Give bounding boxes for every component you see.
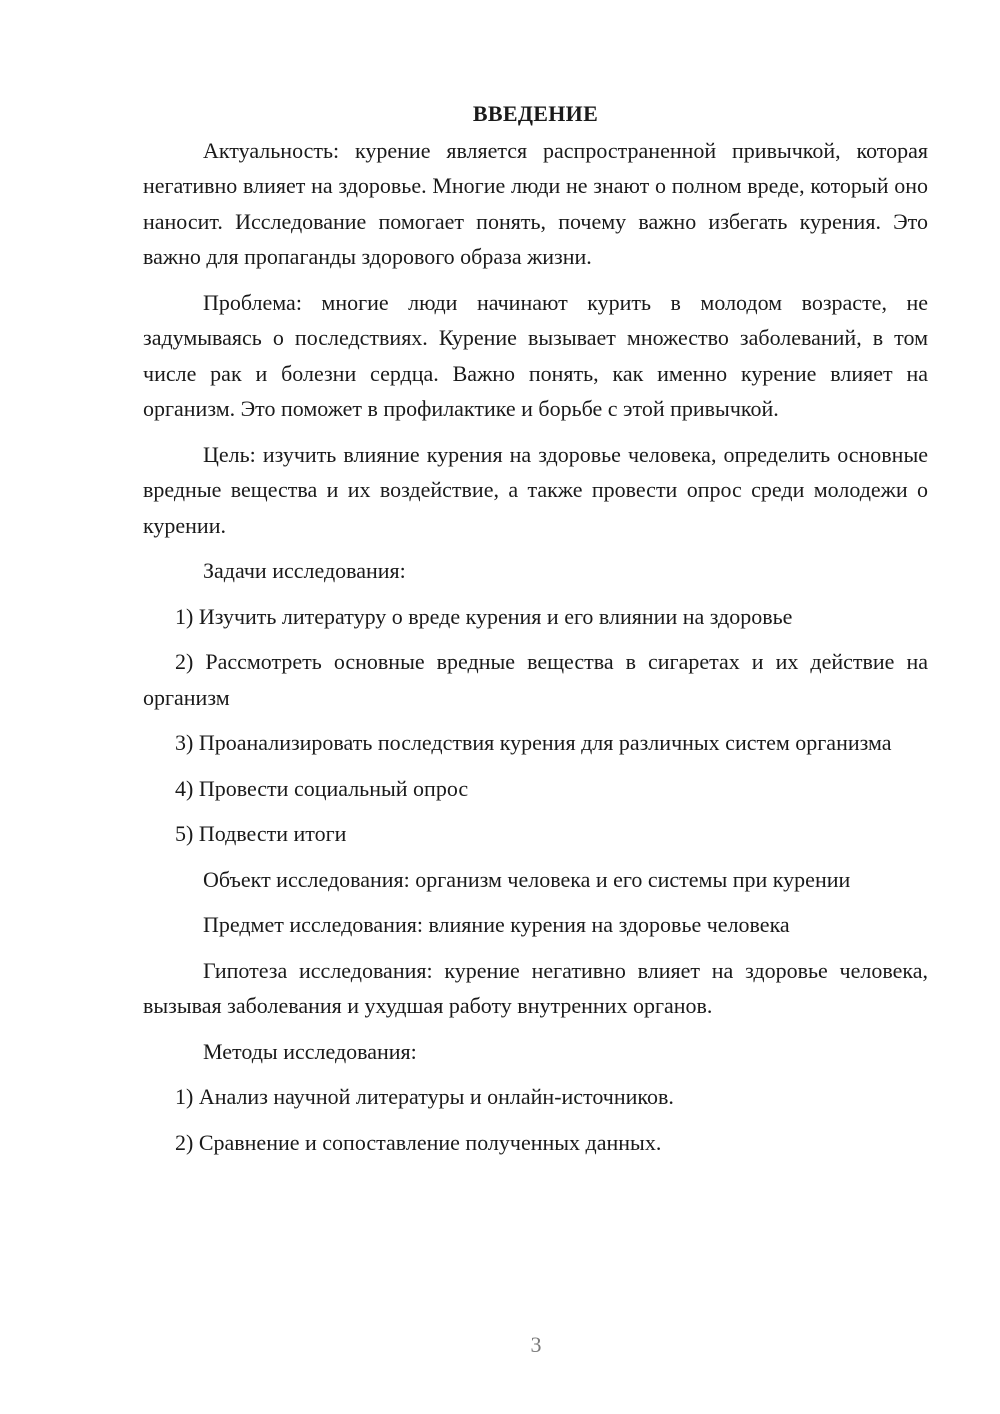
relevance-paragraph: Актуальность: курение является распространенной привычкой, которая негативно влияет на здоровье. Многие люди не знают о полном вреде, который оно наносит. Исследование помогает понять, почему важно избегать курения. Это важно для пропаганды здорового образа жизни. <box>143 137 928 269</box>
task-item-5: 5) Подвести итоги <box>175 821 347 846</box>
task-item-2: 2) Рассмотреть основные вредные вещества в сигаретах и их действие на организм <box>143 649 928 710</box>
methods-heading: Методы исследования: <box>203 1038 417 1064</box>
task-item-4: 4) Провести социальный опрос <box>175 775 469 801</box>
page-number: 3 <box>530 1332 542 1357</box>
subject-paragraph: Предмет исследования: влияние курения на здоровье человека <box>203 912 790 937</box>
page-content <box>143 96 928 1170</box>
object-paragraph: Объект исследования: организм человека и его системы при курении <box>203 866 851 892</box>
method-item-2: 2) Сравнение и сопоставление полученных данных. <box>175 1129 662 1155</box>
task-item-1: 1) Изучить литературу о вреде курения и его влиянии на здоровье <box>175 603 793 629</box>
goal-paragraph: Цель: изучить влияние курения на здоровье человека, определить основные вредные вещества и их воздействие, а также провести опрос среди молодежи о курении. <box>143 441 928 538</box>
tasks-heading: Задачи исследования: <box>203 558 406 583</box>
method-item-1: 1) Анализ научной литературы и онлайн-источников. <box>175 1084 674 1109</box>
problem-paragraph: Проблема: многие люди начинают курить в молодом возрасте, не задумываясь о последствиях. Курение вызывает множество заболеваний, в том числе рак и болезни сердца. Важно понять, как именно курение влияет на организм. Это поможет в профилактике и борьбе с этой привычкой. <box>143 289 928 421</box>
task-item-3: 3) Проанализировать последствия курения для различных систем организма <box>175 730 892 755</box>
hypothesis-paragraph: Гипотеза исследования: курение негативно влияет на здоровье человека, вызывая заболевания и ухудшая работу внутренних органов. <box>143 957 928 1018</box>
page-title: ВВЕДЕНИЕ <box>472 101 599 126</box>
